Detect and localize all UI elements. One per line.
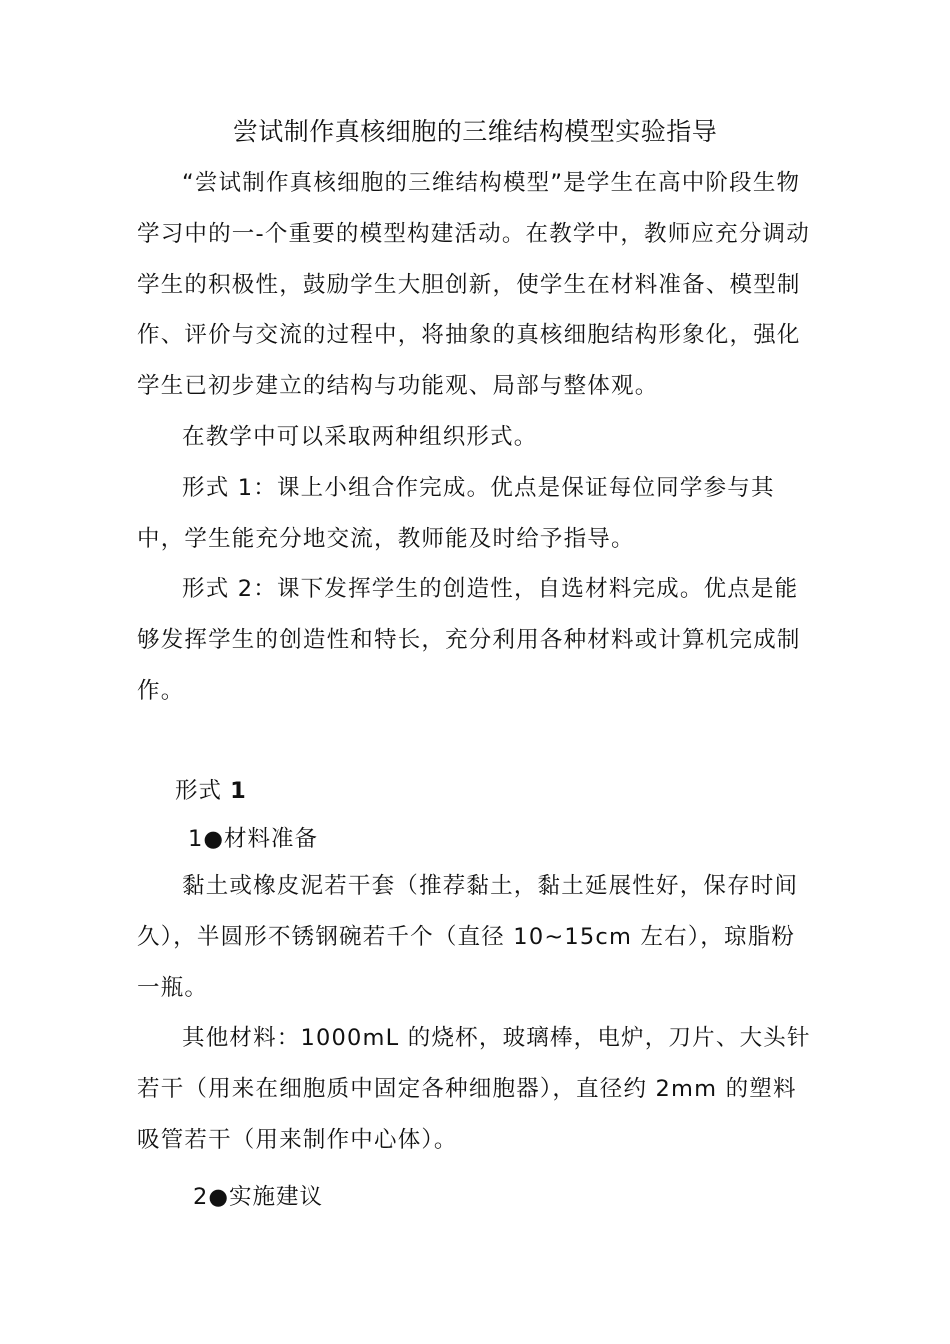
section-heading-number: 1 [230,778,247,804]
intro-section [137,158,817,717]
subsection-heading-implementation: 2●实施建议 [193,1184,323,1210]
materials-section [137,861,817,1166]
form-1-description: 形式 1：课上小组合作完成。优点是保证每位同学参与其中，学生能充分地交流，教师能及时给予指导。 [137,474,775,552]
subsection-heading-materials: 1●材料准备 [188,826,318,852]
form-2-description: 形式 2：课下发挥学生的创造性，自选材料完成。优点是能够发挥学生的创造性和特长，充分利用各种材料或计算机完成制作。 [137,576,801,704]
intro-paragraph: “尝试制作真核细胞的三维结构模型”是学生在高中阶段生物学习中的一-个重要的模型构建活动。在教学中，教师应充分调动学生的积极性，鼓励学生大胆创新，使学生在材料准备、模型制作、评价与交流的过程中，将抽象的真核细胞结构形象化，强化学生已初步建立的结构与功能观、局部与整体观。 [137,170,810,400]
materials-paragraph: 其他材料：1000mL 的烧杯，玻璃棒，电炉，刀片、大头针若干（用来在细胞质中固定各种细胞器），直径约 2mm 的塑料吸管若干（用来制作中心体）。 [137,1025,811,1153]
document-title: 尝试制作真核细胞的三维结构模型实验指导 [232,117,718,146]
section-heading-form-1 [175,771,247,811]
intro-paragraph: 在教学中可以采取两种组织形式。 [182,423,538,450]
section-heading-label: 形式 [175,778,223,804]
materials-paragraph: 黏土或橡皮泥若干套（推荐黏土，黏土延展性好，保存时间久），半圆形不锈钢碗若千个（直径 10~15cm 左右），琼脂粉一瓶。 [137,873,799,1001]
